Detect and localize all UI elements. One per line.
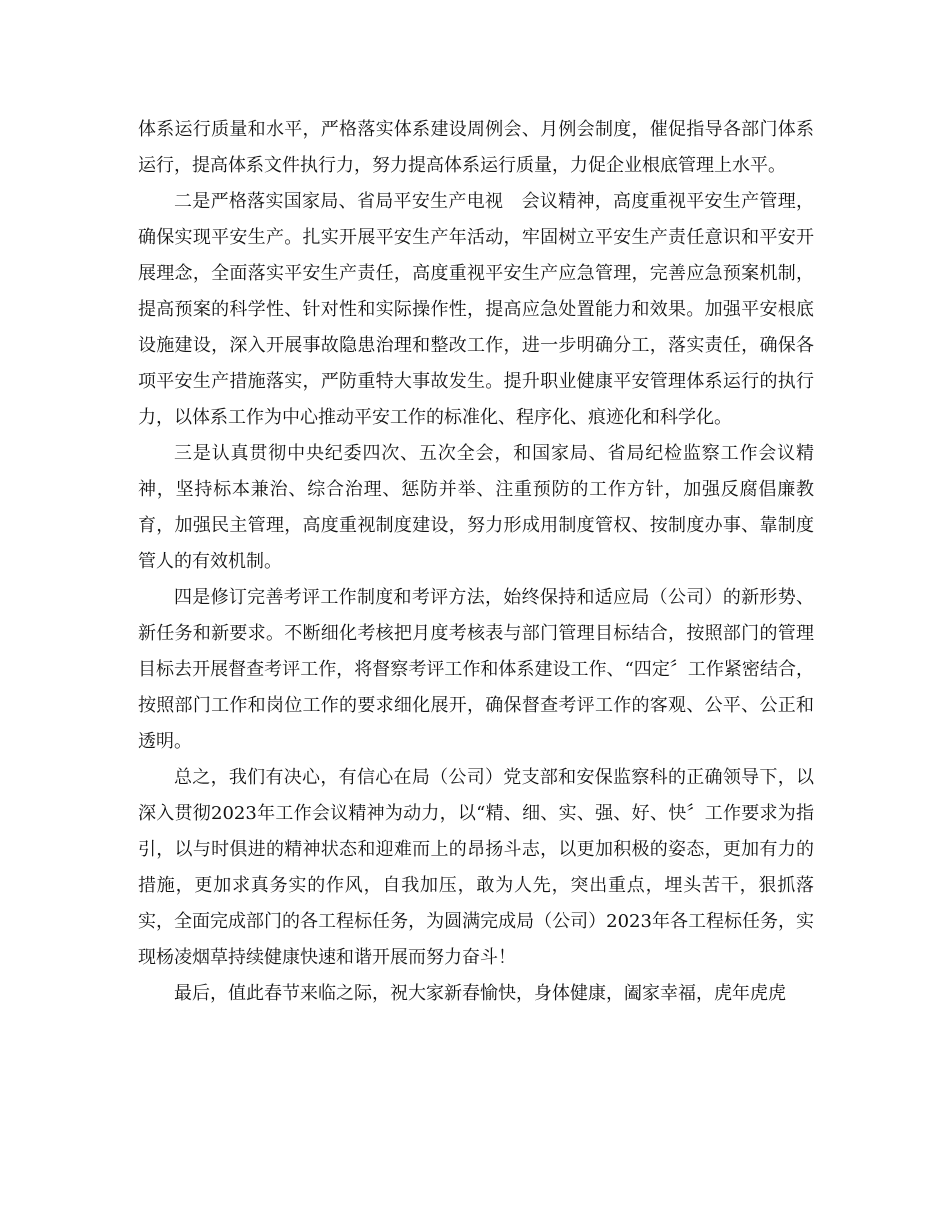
paragraph-1: 体系运行质量和水平，严格落实体系建设周例会、月例会制度，催促指导各部门体系运行，提高体系文件执行力，努力提高体系运行质量，力促企业根底管理上水平。 — [138, 119, 814, 176]
paragraph-2: 二是严格落实国家局、省局平安生产电视 会议精神，高度重视平安生产管理，确保实现平安生产。扎实开展平安生产年活动，牢固树立平安生产责任意识和平安开展理念，全面落实平安生产责任，高度重视平安生产应急管理，完善应急预案机制，提高预案的科学性、针对性和实际操作性，提高应急处置能力和效果。加强平安根底设施建设，深入开展事故隐患治理和整改工作，进一步明确分工，落实责任，确保各项平安生产措施落实，严防重特大事故发生。提升职业健康平安管理体系运行的执行力，以体系工作为中心推动平安工作的标准化、程序化、痕迹化和科学化。 — [138, 191, 814, 428]
document-body — [138, 112, 814, 1012]
paragraph-5: 总之，我们有决心，有信心在局（公司）党支部和安保监察科的正确领导下，以深入贯彻2023年工作会议精神为动力，以“精、细、实、强、好、快〞工作要求为指引，以与时俱进的精神状态和迎难而上的昂扬斗志，以更加积极的姿态，更加有力的措施，更加求真务实的作风，自我加压，敢为人先，突出重点，埋头苦干，狠抓落实，全面完成部门的各工程标任务，为圆满完成局（公司）2023年各工程标任务，实现杨凌烟草持续健康快速和谐开展而努力奋斗！ — [138, 767, 814, 968]
paragraph-4: 四是修订完善考评工作制度和考评方法，始终保持和适应局（公司）的新形势、新任务和新要求。不断细化考核把月度考核表与部门管理目标结合，按照部门的管理目标去开展督查考评工作，将督察考评工作和体系建设工作、“四定〞工作紧密结合，按照部门工作和岗位工作的要求细化展开，确保督查考评工作的客观、公平、公正和透明。 — [138, 587, 814, 752]
paragraph-6: 最后，值此春节来临之际，祝大家新春愉快，身体健康，阖家幸福，虎年虎虎 — [174, 983, 786, 1004]
paragraph-3: 三是认真贯彻中央纪委四次、五次全会，和国家局、省局纪检监察工作会议精神，坚持标本兼治、综合治理、惩防并举、注重预防的工作方针，加强反腐倡廉教育，加强民主管理，高度重视制度建设，努力形成用制度管权、按制度办事、靠制度管人的有效机制。 — [138, 443, 814, 572]
